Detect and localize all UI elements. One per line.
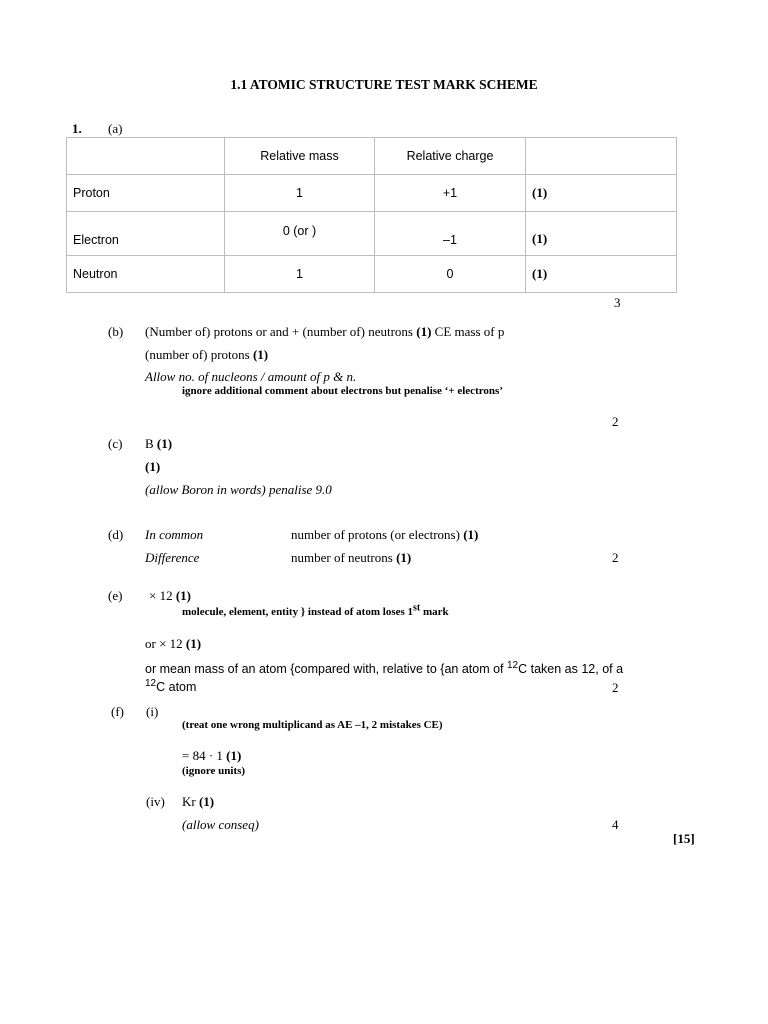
- part-e-line2: or × 12 (1): [145, 636, 202, 651]
- part-c-allow: (allow Boron in words) penalise 9.0: [145, 482, 332, 497]
- part-d-row2-label: Difference: [145, 550, 200, 565]
- part-b-ignore: ignore additional comment about electrons but penalise ‘+ electrons’: [182, 385, 503, 397]
- part-f-allow: (allow conseq): [182, 817, 259, 832]
- part-f-note1: (treat one wrong multiplicand as AE –1, 2 mistakes CE): [182, 719, 443, 731]
- part-e-line3: or mean mass of an atom {compared with, relative to {an atom of $^{12}$C taken as 12, of a: [145, 659, 624, 676]
- particle-name: Neutron: [67, 256, 225, 293]
- part-d-total: 2: [612, 550, 619, 565]
- particle-name: Proton: [67, 175, 225, 212]
- part-a-total: 3: [614, 295, 621, 310]
- part-c-line1: B (1): [145, 436, 173, 451]
- table-header-cell: [526, 138, 677, 175]
- part-d-row1-label: In common: [145, 527, 204, 542]
- relative-mass: 1: [225, 175, 375, 212]
- part-f-answer: = 84 · 1 (1): [182, 748, 242, 763]
- part-e-label: (e): [108, 588, 123, 603]
- part-f-sub-iv: (iv): [146, 794, 165, 809]
- part-b-label: (b): [108, 324, 124, 339]
- mark: (1): [526, 212, 677, 256]
- table-header-cell: Relative mass: [225, 138, 375, 175]
- relative-charge: 0: [375, 256, 526, 293]
- grand-total: [15]: [673, 831, 695, 846]
- table-row: [67, 175, 677, 212]
- mark: (1): [526, 256, 677, 293]
- part-f-label: (f): [111, 704, 124, 719]
- part-f-iv-answer: Kr (1): [182, 794, 215, 809]
- part-b-line1: (Number of) protons or and + (number of) neutrons (1) CE mass of p: [145, 324, 505, 339]
- part-b-line2: (number of) protons (1): [145, 347, 269, 362]
- question-number: 1.: [72, 121, 82, 136]
- relative-charge: –1: [375, 212, 526, 256]
- table-row: [67, 212, 677, 256]
- part-f-sub-i: (i): [146, 704, 159, 719]
- part-d-row1-text: number of protons (or electrons) (1): [291, 527, 479, 542]
- part-e-total: 2: [612, 680, 619, 695]
- table-header-cell: [67, 138, 225, 175]
- part-e-line4: $^{12}$C atom: [145, 677, 197, 694]
- part-c-line2: (1): [145, 459, 161, 474]
- table-row: [67, 256, 677, 293]
- part-e-note: molecule, element, entity } instead of atom loses 1st mark: [182, 602, 449, 618]
- part-f-total: 4: [612, 817, 619, 832]
- table-header-row: [67, 138, 677, 175]
- part-b-allow: Allow no. of nucleons / amount of p & n.: [145, 369, 357, 384]
- relative-mass: 0 (or ): [225, 212, 375, 256]
- part-d-row2-text: number of neutrons (1): [291, 550, 412, 565]
- particle-name: Electron: [67, 212, 225, 256]
- part-c-label: (c): [108, 436, 123, 451]
- part-b-total: 2: [612, 414, 619, 429]
- page-title: 1.1 ATOMIC STRUCTURE TEST MARK SCHEME: [230, 77, 538, 92]
- relative-mass: 1: [225, 256, 375, 293]
- particle-table: [66, 137, 677, 293]
- relative-charge: +1: [375, 175, 526, 212]
- part-a-label: (a): [108, 121, 123, 136]
- mark: (1): [526, 175, 677, 212]
- part-d-label: (d): [108, 527, 124, 542]
- part-e-line1: × 12 (1): [149, 588, 192, 603]
- table-header-cell: Relative charge: [375, 138, 526, 175]
- part-f-note2: (ignore units): [182, 765, 246, 777]
